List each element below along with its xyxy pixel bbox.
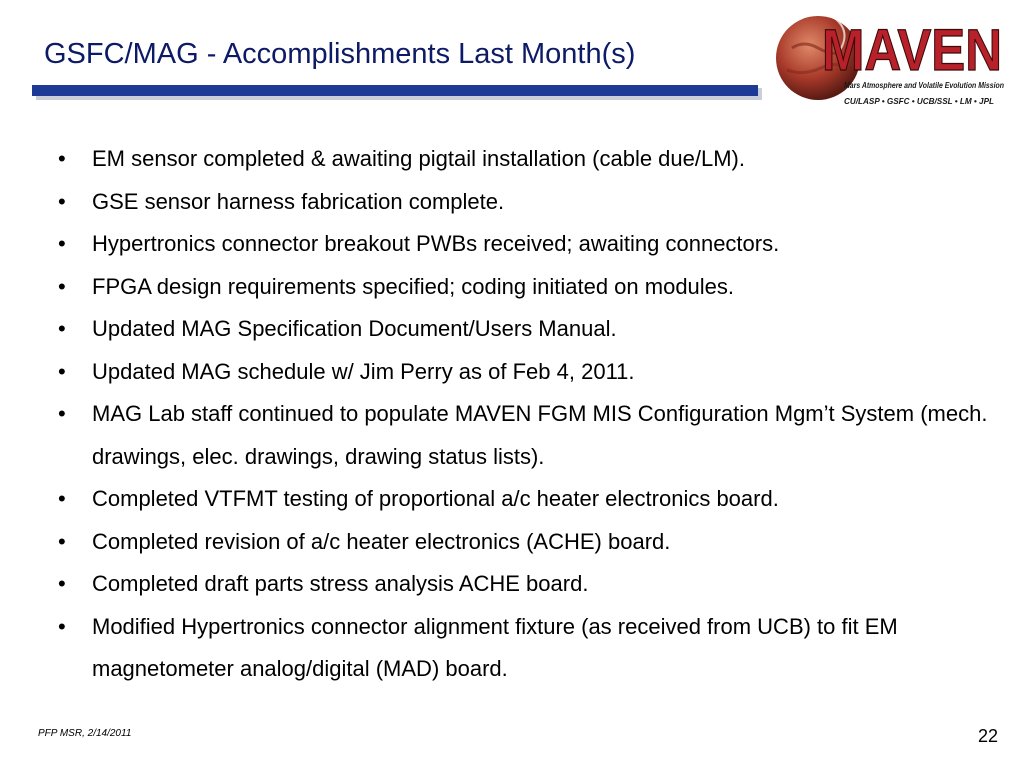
list-item-text: Updated MAG Specification Document/Users Manual. bbox=[92, 316, 617, 341]
list-item-text: GSE sensor harness fabrication complete. bbox=[92, 188, 505, 214]
list-item bbox=[52, 351, 1002, 394]
list-item-text: Completed revision of a/c heater electronics (ACHE) board. bbox=[92, 528, 671, 554]
title-underline bbox=[32, 85, 758, 96]
bullet-marker: • bbox=[58, 613, 66, 639]
bullet-marker: • bbox=[58, 528, 66, 554]
bullet-marker: • bbox=[58, 188, 66, 214]
list-item-text: Updated MAG schedule w/ Jim Perry as of Feb 4, 2011. bbox=[92, 358, 635, 384]
list-item bbox=[52, 393, 1002, 478]
list-item-text: EM sensor completed & awaiting pigtail installation (cable due/LM). bbox=[92, 146, 745, 171]
list-item-text: Modified Hypertronics connector alignment fixture (as received from UCB) to fit EM magnetometer analog/digital (MAD) board. bbox=[92, 613, 898, 681]
list-item bbox=[52, 138, 1002, 181]
bullet-marker: • bbox=[58, 231, 66, 256]
list-item bbox=[52, 181, 1002, 224]
maven-wordmark: MAVEN bbox=[822, 18, 1002, 83]
maven-partners: CU/LASP • GSFC • UCB/SSL • LM • JPL bbox=[844, 96, 994, 106]
bullet-marker: • bbox=[58, 273, 66, 299]
bullet-marker: • bbox=[58, 316, 66, 341]
list-item-text: MAG Lab staff continued to populate MAVEN FGM MIS Configuration Mgm’t System (mech. drawings, elec. drawings, drawing status lists). bbox=[92, 401, 988, 469]
slide-title: GSFC/MAG - Accomplishments Last Month(s) bbox=[44, 38, 636, 70]
list-item bbox=[52, 308, 1002, 351]
slide-footer: PFP MSR, 2/14/2011 bbox=[38, 728, 132, 739]
page-number: 22 bbox=[977, 726, 998, 746]
list-item bbox=[52, 223, 1002, 266]
maven-logo bbox=[772, 8, 1012, 118]
list-item-text: Completed VTFMT testing of proportional a/c heater electronics board. bbox=[92, 486, 779, 511]
list-item bbox=[52, 478, 1002, 521]
list-item bbox=[52, 521, 1002, 564]
list-item bbox=[52, 266, 1002, 309]
list-item-text: FPGA design requirements specified; coding initiated on modules. bbox=[92, 273, 735, 299]
bullet-marker: • bbox=[58, 146, 66, 171]
list-item bbox=[52, 606, 1002, 691]
bullet-marker: • bbox=[58, 571, 66, 596]
list-item bbox=[52, 563, 1002, 606]
bullet-marker: • bbox=[58, 358, 66, 384]
bullet-marker: • bbox=[58, 486, 66, 511]
accomplishments-list bbox=[52, 138, 1002, 691]
maven-subtitle: Mars Atmosphere and Volatile Evolution Mission bbox=[844, 80, 1004, 90]
list-item-text: Hypertronics connector breakout PWBs received; awaiting connectors. bbox=[92, 231, 780, 256]
bullet-marker: • bbox=[58, 401, 66, 426]
list-item-text: Completed draft parts stress analysis ACHE board. bbox=[92, 571, 589, 596]
